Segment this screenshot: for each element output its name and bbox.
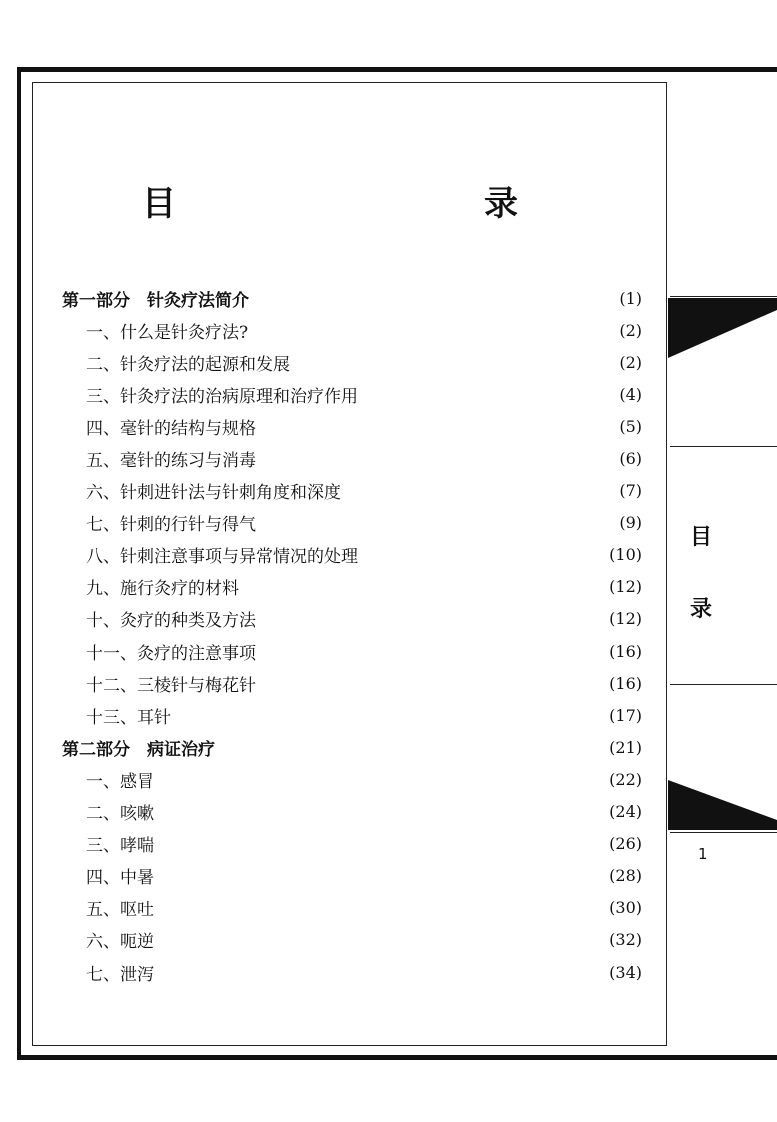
- toc-label: 二、针灸疗法的起源和发展: [86, 354, 290, 375]
- toc-label: 第二部分 病证治疗: [62, 739, 215, 760]
- toc-entry-row[interactable]: [62, 924, 642, 956]
- toc-page-number: (17): [609, 705, 642, 725]
- toc-entry-row[interactable]: [62, 539, 642, 571]
- side-char-top: 目: [690, 524, 713, 550]
- toc-page-number: (12): [609, 577, 642, 597]
- toc-page-number: (4): [619, 384, 642, 404]
- toc-entry-row[interactable]: [62, 860, 642, 892]
- toc-label: 二、咳嗽: [86, 804, 154, 825]
- toc-label: 八、针刺注意事项与异常情况的处理: [86, 547, 358, 568]
- side-page-number: 1: [698, 845, 708, 863]
- toc-label: 一、什么是针灸疗法?: [86, 322, 249, 343]
- page-title: 目 录: [142, 184, 598, 224]
- side-char-bottom: 录: [690, 596, 713, 622]
- toc-entry-row[interactable]: [62, 828, 642, 860]
- toc-page-number: (1): [619, 288, 642, 308]
- toc-entry-row[interactable]: [62, 507, 642, 539]
- toc-page-number: (30): [609, 898, 642, 918]
- toc-label: 六、针刺进针法与针刺角度和深度: [86, 483, 341, 504]
- toc-label: 七、针刺的行针与得气: [86, 515, 256, 536]
- toc-entry-row[interactable]: [62, 378, 642, 410]
- toc-entry-row[interactable]: [62, 956, 642, 988]
- toc-label: 五、呕吐: [86, 900, 154, 921]
- toc-label: 一、感冒: [86, 771, 154, 792]
- side-wedge-bottom: [668, 780, 777, 830]
- toc-label: 五、毫针的练习与消毒: [86, 451, 256, 472]
- toc-label: 九、施行灸疗的材料: [86, 579, 239, 600]
- toc-entry-row[interactable]: [62, 571, 642, 603]
- toc-label: 三、针灸疗法的治病原理和治疗作用: [86, 386, 358, 407]
- toc-page-number: (34): [609, 962, 642, 982]
- toc-entry-row[interactable]: [62, 763, 642, 795]
- toc-label: 七、泄泻: [86, 964, 154, 985]
- toc-label: 六、呃逆: [86, 932, 154, 953]
- toc-page-number: (7): [619, 481, 642, 501]
- toc-page-number: (5): [619, 416, 642, 436]
- toc-page-number: (28): [609, 866, 642, 886]
- toc-section-row[interactable]: [62, 731, 642, 763]
- toc-label: 十二、三棱针与梅花针: [86, 675, 256, 696]
- toc-label: 第一部分 针灸疗法简介: [62, 290, 249, 311]
- toc-page-number: (21): [609, 737, 642, 757]
- top-border-rule: [17, 67, 777, 72]
- toc-page-number: (22): [609, 769, 642, 789]
- toc-entry-row[interactable]: [62, 603, 642, 635]
- toc-page-number: (16): [609, 641, 642, 661]
- side-divider-3: [670, 684, 777, 685]
- toc-entry-row[interactable]: [62, 796, 642, 828]
- table-of-contents: [62, 282, 642, 988]
- toc-page-number: (12): [609, 609, 642, 629]
- toc-entry-row[interactable]: [62, 699, 642, 731]
- toc-entry-row[interactable]: [62, 892, 642, 924]
- toc-entry-row[interactable]: [62, 410, 642, 442]
- toc-page-number: (10): [609, 545, 642, 565]
- toc-page-number: (24): [609, 802, 642, 822]
- side-divider-4: [670, 832, 777, 833]
- toc-page-number: (9): [619, 513, 642, 533]
- side-divider-1: [670, 296, 777, 297]
- toc-entry-row[interactable]: [62, 442, 642, 474]
- toc-label: 十、灸疗的种类及方法: [86, 611, 256, 632]
- toc-entry-row[interactable]: [62, 314, 642, 346]
- side-wedge-top: [668, 298, 777, 358]
- toc-page-number: (16): [609, 673, 642, 693]
- toc-label: 四、毫针的结构与规格: [86, 418, 256, 439]
- toc-page-number: (2): [619, 352, 642, 372]
- toc-page-number: (26): [609, 834, 642, 854]
- toc-label: 三、哮喘: [86, 836, 154, 857]
- toc-label: 四、中暑: [86, 868, 154, 889]
- toc-label: 十一、灸疗的注意事项: [86, 643, 256, 664]
- toc-page-number: (32): [609, 930, 642, 950]
- toc-entry-row[interactable]: [62, 475, 642, 507]
- toc-label: 十三、耳针: [86, 707, 171, 728]
- toc-section-row[interactable]: [62, 282, 642, 314]
- side-divider-2: [670, 446, 777, 447]
- toc-entry-row[interactable]: [62, 635, 642, 667]
- bottom-border-rule: [17, 1055, 777, 1060]
- toc-entry-row[interactable]: [62, 667, 642, 699]
- toc-page-number: (2): [619, 320, 642, 340]
- toc-entry-row[interactable]: [62, 346, 642, 378]
- toc-page-number: (6): [619, 449, 642, 469]
